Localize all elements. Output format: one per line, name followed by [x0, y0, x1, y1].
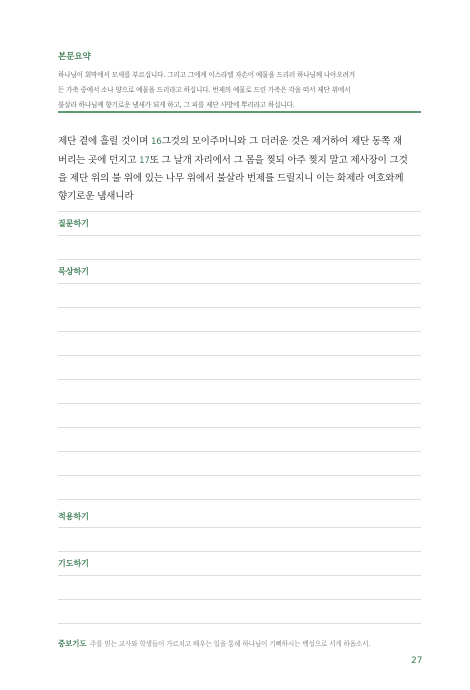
scripture-passage: [58, 133, 438, 205]
writing-line[interactable]: [58, 331, 421, 332]
summary-box: [58, 50, 413, 113]
meditate-label: 묵상하기: [58, 267, 89, 276]
apply-label: 적용하기: [58, 512, 89, 521]
question-label: 질문하기: [58, 219, 89, 228]
summary-text: [58, 68, 413, 113]
summary-title: 본문요약: [58, 52, 91, 62]
writing-line[interactable]: [58, 259, 421, 260]
intercession-label: 중보기도: [58, 639, 87, 648]
writing-line[interactable]: [58, 307, 421, 308]
summary-line: 하나님이 회막에서 모세를 부르십니다. 그리고 그에게 이스라엘 자손이 예물을 드리러 하나님께 나아오려거: [58, 71, 356, 79]
verse-number: 16: [151, 137, 162, 147]
summary-line: 든 가축 중에서 소나 양으로 예물을 드리라고 하십니다. 번제의 예물로 드린 가축은 각을 떠서 제단 위에서: [58, 86, 351, 94]
writing-line[interactable]: [58, 379, 421, 380]
writing-line[interactable]: [58, 403, 421, 404]
scripture-text: 버리는 곳에 던지고: [58, 154, 140, 166]
writing-line: [58, 211, 421, 212]
writing-line[interactable]: [58, 527, 421, 528]
scripture-line: 을 제단 위의 불 위에 있는 나무 위에서 불살라 번제를 드릴지니 이는 화제라 여호와께: [58, 173, 404, 185]
summary-line: 불살라 하나님께 향기로운 냄새가 되게 하고, 그 피를 제단 사방에 뿌리라고 하십니다.: [58, 101, 295, 109]
writing-line[interactable]: [58, 283, 421, 284]
scripture-text: 제단 곁에 흘릴 것이며: [58, 136, 152, 147]
pray-label: 기도하기: [58, 559, 89, 568]
scripture-text: 그것의 모이주머니와 그 더러운 것은 제거하여 제단 동쪽 재: [161, 136, 402, 147]
writing-line[interactable]: [58, 575, 421, 576]
scripture-line: [58, 133, 438, 152]
scripture-line: 향기로운 냄새니라: [58, 190, 134, 202]
writing-line[interactable]: [58, 599, 421, 600]
summary-divider: [58, 111, 421, 113]
writing-line[interactable]: [58, 623, 421, 624]
intercession-text: 주를 믿는 교사와 학생들이 가르치고 배우는 일을 통해 하나님이 기뻐하시는 백성으로 서게 하옵소서.: [90, 640, 371, 648]
writing-line[interactable]: [58, 499, 421, 500]
writing-line[interactable]: [58, 355, 421, 356]
page-number: 27: [411, 656, 423, 666]
writing-line[interactable]: [58, 235, 421, 236]
writing-line[interactable]: [58, 475, 421, 476]
verse-number: 17: [139, 155, 150, 166]
writing-line[interactable]: [58, 451, 421, 452]
scripture-text: 또 그 날개 자리에서 그 몸을 찢되 아주 찢지 말고 제사장이 그것: [149, 154, 408, 166]
writing-line[interactable]: [58, 551, 421, 552]
scripture-line: [58, 152, 438, 171]
writing-line[interactable]: [58, 427, 421, 428]
